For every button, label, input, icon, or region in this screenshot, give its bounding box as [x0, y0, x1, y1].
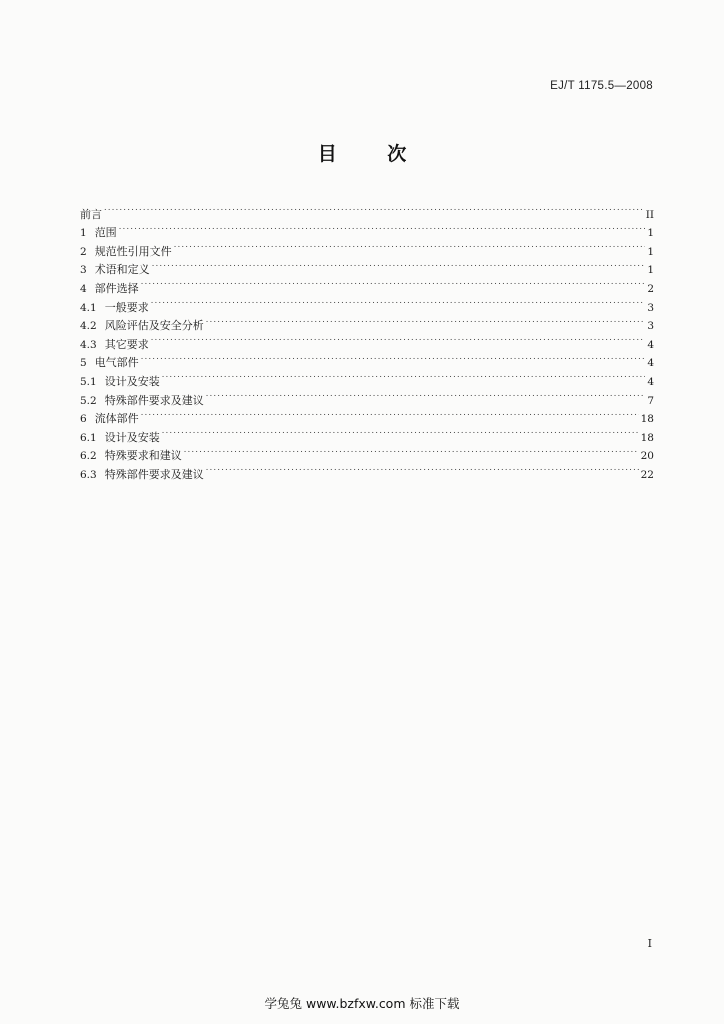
toc-entry-number: 4.2 [80, 320, 97, 333]
toc-entry-title: 特殊部件要求及建议 [104, 393, 204, 407]
toc-entry-number: 6.3 [80, 468, 97, 481]
toc-entry-foreword[interactable] [80, 199, 654, 221]
table-of-contents [80, 199, 654, 481]
toc-entry-title: 设计及安装 [104, 430, 160, 444]
toc-entry-6-1[interactable] [80, 422, 654, 444]
standard-code: EJ/T 1175.5—2008 [550, 80, 653, 92]
page-number: I [647, 937, 652, 950]
toc-entry-6-2[interactable] [80, 441, 654, 463]
page-title: 目 次 [317, 143, 429, 165]
toc-entry-5[interactable] [80, 348, 654, 370]
toc-entry-number: 3 [80, 264, 87, 277]
toc-leader-dots [104, 199, 644, 218]
toc-leader-dots [151, 292, 646, 311]
toc-entry-page: 2 [647, 282, 654, 295]
toc-entry-title: 特殊部件要求及建议 [104, 467, 204, 481]
toc-leader-dots [174, 236, 646, 255]
toc-entry-title: 特殊要求和建议 [104, 449, 182, 463]
toc-entry-4-3[interactable] [80, 329, 654, 351]
toc-leader-dots [151, 329, 646, 348]
toc-entry-title: 部件选择 [94, 281, 139, 295]
toc-entry-4-2[interactable] [80, 311, 654, 333]
toc-entry-page: 18 [640, 413, 654, 426]
toc-leader-dots [119, 218, 646, 237]
toc-entry-3[interactable] [80, 255, 654, 277]
toc-leader-dots [184, 441, 639, 460]
toc-leader-dots [141, 273, 646, 292]
toc-entry-page: 1 [647, 227, 654, 240]
toc-entry-4-1[interactable] [80, 292, 654, 314]
toc-entry-5-2[interactable] [80, 385, 654, 407]
toc-entry-number: 4 [80, 282, 87, 295]
toc-entry-page: 18 [640, 431, 654, 444]
toc-leader-dots [162, 422, 639, 441]
toc-entry-title: 一般要求 [104, 300, 149, 314]
toc-entry-number: 2 [80, 245, 87, 258]
toc-entry-title: 规范性引用文件 [94, 244, 172, 258]
toc-entry-number: 6.1 [80, 431, 97, 444]
toc-entry-5-1[interactable] [80, 366, 654, 388]
toc-entry-page: II [645, 208, 654, 221]
toc-entry-title: 术语和定义 [94, 263, 150, 277]
toc-entry-page: 3 [647, 301, 654, 314]
toc-leader-dots [206, 459, 639, 478]
toc-entry-4[interactable] [80, 273, 654, 295]
toc-entry-page: 1 [647, 245, 654, 258]
toc-leader-dots [162, 366, 646, 385]
toc-entry-number: 6 [80, 413, 87, 426]
toc-entry-number: 4.3 [80, 338, 97, 351]
toc-entry-title: 电气部件 [94, 356, 139, 370]
toc-entry-page: 1 [647, 264, 654, 277]
toc-entry-number: 5.2 [80, 394, 97, 407]
toc-leader-dots [206, 385, 646, 404]
toc-leader-dots [152, 255, 646, 274]
toc-entry-title: 风险评估及安全分析 [104, 319, 204, 333]
toc-entry-page: 7 [647, 394, 654, 407]
toc-entry-page: 3 [647, 320, 654, 333]
toc-entry-page: 4 [647, 375, 654, 388]
toc-entry-1[interactable] [80, 218, 654, 240]
toc-entry-number: 1 [80, 227, 87, 240]
toc-entry-page: 4 [647, 338, 654, 351]
toc-entry-title: 流体部件 [94, 412, 139, 426]
toc-entry-page: 20 [640, 450, 654, 463]
toc-entry-number: 5 [80, 357, 87, 370]
toc-entry-2[interactable] [80, 236, 654, 258]
toc-entry-number: 4.1 [80, 301, 97, 314]
toc-entry-page: 22 [640, 468, 654, 481]
toc-entry-number: 6.2 [80, 450, 97, 463]
toc-leader-dots [141, 404, 639, 423]
toc-entry-page: 4 [647, 357, 654, 370]
footer-watermark: 学兔兔 www.bzfxw.com 标准下载 [264, 996, 460, 1011]
toc-entry-title: 范围 [94, 226, 117, 240]
toc-entry-title: 前言 [80, 207, 102, 221]
toc-entry-title: 设计及安装 [104, 374, 160, 388]
toc-entry-number: 5.1 [80, 375, 97, 388]
toc-entry-6[interactable] [80, 404, 654, 426]
toc-entry-title: 其它要求 [104, 337, 149, 351]
toc-leader-dots [206, 311, 646, 330]
toc-leader-dots [141, 348, 646, 367]
